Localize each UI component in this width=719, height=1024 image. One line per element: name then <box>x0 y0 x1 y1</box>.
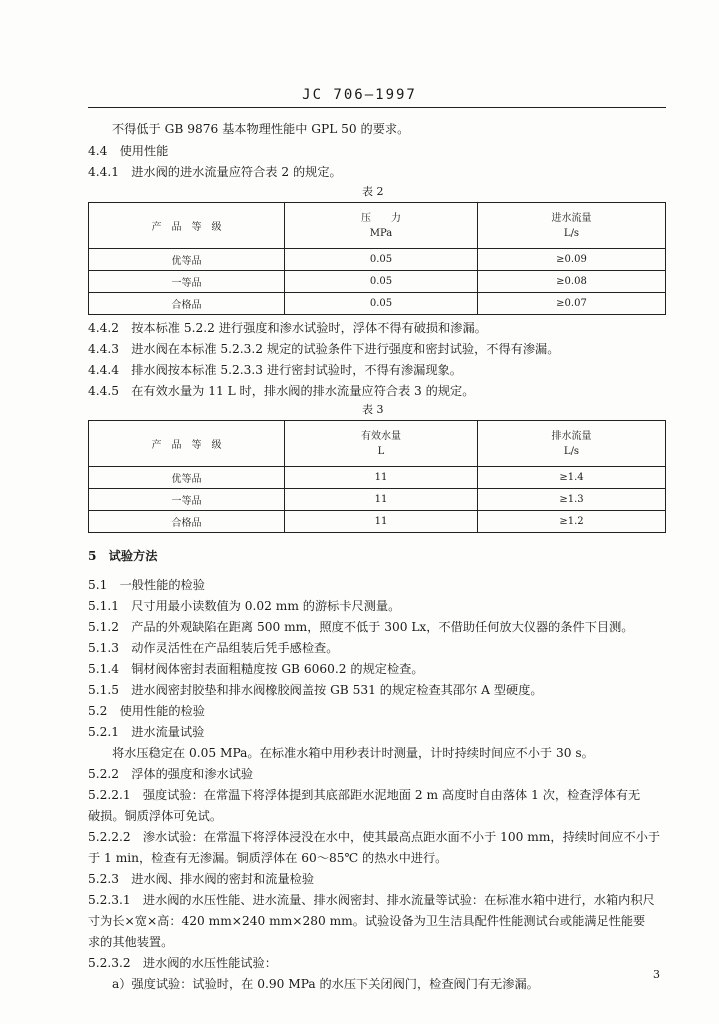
table3-header-volume-unit: L <box>377 445 385 457</box>
table3-header-volume-label: 有效水量 <box>361 430 401 442</box>
value-cell: 11 <box>285 489 478 511</box>
table3-caption: 表 3 <box>362 403 384 416</box>
clause-line: 5.2.2.2 渗水试验：在常温下将浮体浸没在水中，使其最高点距水面不小于 100 mm，持续时间应不小于 <box>88 830 661 844</box>
table2-header-pressure-unit: MPa <box>369 227 393 239</box>
table3-header-flow <box>478 421 666 467</box>
table2-header-grade: 产 品 等 级 <box>89 203 285 249</box>
clause-line: 5.2.3.2 进水阀的水压性能试验： <box>88 956 277 970</box>
table-row <box>89 249 666 271</box>
grade-cell: 优等品 <box>89 249 285 271</box>
clause-line: 4.4.4 排水阀按本标准 5.2.3.3 进行密封试验时，不得有渗漏现象。 <box>88 363 462 377</box>
grade-cell: 合格品 <box>89 511 285 533</box>
table-row <box>89 489 666 511</box>
table-row <box>89 293 666 315</box>
clause-line: 5.2.3 进水阀、排水阀的密封和流量检验 <box>88 872 315 886</box>
table2-header-flow <box>478 203 666 249</box>
paragraph-line: 于 1 min，检查有无渗漏。铜质浮体在 60～85℃ 的热水中进行。 <box>88 851 448 865</box>
grade-cell: 一等品 <box>89 271 285 293</box>
clause-line: 4.4.1 进水阀的进水流量应符合表 2 的规定。 <box>88 165 342 179</box>
paragraph-line: 破损。铜质浮体可免试。 <box>88 809 223 823</box>
clause-line: 5.1.1 尺寸用最小读数值为 0.02 mm 的游标卡尺测量。 <box>88 599 401 613</box>
standard-header: JC 706—1997 <box>302 87 417 103</box>
value-cell: 0.05 <box>285 271 478 293</box>
clause-line: 5.2.2.1 强度试验：在常温下将浮体提到其底部距水泥地面 2 m 高度时自由落体 1 次，检查浮体有无 <box>88 788 641 802</box>
grade-cell: 合格品 <box>89 293 285 315</box>
flow-cell: ≥0.07 <box>478 293 666 315</box>
list-item: a）强度试验：试验时，在 0.90 MPa 的水压下关闭阀门，检查阀门有无渗漏。 <box>112 977 539 991</box>
flow-cell: ≥0.08 <box>478 271 666 293</box>
clause-line: 5.1.5 进水阀密封胶垫和排水阀橡胶阀盖按 GB 531 的规定检查其邵尔 A 型硬度。 <box>88 683 543 697</box>
clause-line: 5.2.2 浮体的强度和渗水试验 <box>88 767 254 781</box>
table-row <box>89 467 666 489</box>
section-heading: 5.1 一般性能的检验 <box>88 578 205 592</box>
clause-line: 5.2.3.1 进水阀的水压性能、进水流量、排水阀密封、排水流量等试验：在标准水箱中进行，水箱内积尺 <box>88 893 655 907</box>
clause-line: 5.1.3 动作灵活性在产品组装后凭手感检查。 <box>88 641 339 655</box>
section-heading: 5 试验方法 <box>88 549 158 563</box>
value-cell: 0.05 <box>285 249 478 271</box>
table2-header-flow-label: 进水流量 <box>551 212 592 224</box>
paragraph-line: 不得低于 GB 9876 基本物理性能中 GPL 50 的要求。 <box>112 122 410 136</box>
table-2 <box>88 202 666 315</box>
clause-line: 5.2.1 进水流量试验 <box>88 725 205 739</box>
value-cell: 11 <box>285 467 478 489</box>
flow-cell: ≥1.3 <box>478 489 666 511</box>
value-cell: 11 <box>285 511 478 533</box>
table3-header-volume <box>285 421 478 467</box>
table-row <box>89 271 666 293</box>
value-cell: 0.05 <box>285 293 478 315</box>
flow-cell: ≥0.09 <box>478 249 666 271</box>
grade-cell: 优等品 <box>89 467 285 489</box>
flow-cell: ≥1.4 <box>478 467 666 489</box>
table-row <box>89 511 666 533</box>
table3-header-flow-unit: L/s <box>563 445 580 457</box>
table2-header-pressure-label: 压 力 <box>361 212 401 224</box>
paragraph-line: 寸为长×宽×高：420 mm×240 mm×280 mm。试验设备为卫生洁具配件性能测试台或能满足性能要 <box>88 914 646 928</box>
grade-cell: 一等品 <box>89 489 285 511</box>
paragraph-line: 求的其他装置。 <box>88 935 174 949</box>
clause-line: 5.1.2 产品的外观缺陷在距离 500 mm，照度不低于 300 Lx，不借助任何放大仪器的条件下目测。 <box>88 620 634 634</box>
flow-cell: ≥1.2 <box>478 511 666 533</box>
table3-header-flow-label: 排水流量 <box>551 430 592 442</box>
table2-header-flow-unit: L/s <box>563 227 580 239</box>
header-rule <box>88 107 666 108</box>
clause-line: 5.1.4 铜材阀体密封表面粗糙度按 GB 6060.2 的规定检查。 <box>88 662 424 676</box>
page-number: 3 <box>653 968 660 981</box>
table-3 <box>88 420 666 533</box>
table3-header-grade: 产 品 等 级 <box>89 421 285 467</box>
clause-line: 4.4.2 按本标准 5.2.2 进行强度和渗水试验时，浮体不得有破损和渗漏。 <box>88 321 487 335</box>
paragraph-line: 将水压稳定在 0.05 MPa。在标准水箱中用秒表计时测量，计时持续时间应不小于 30 s。 <box>112 746 594 760</box>
clause-line: 4.4.5 在有效水量为 11 L 时，排水阀的排水流量应符合表 3 的规定。 <box>88 384 475 398</box>
table2-caption: 表 2 <box>362 185 384 198</box>
section-heading: 5.2 使用性能的检验 <box>88 704 205 718</box>
clause-line: 4.4.3 进水阀在本标准 5.2.3.2 规定的试验条件下进行强度和密封试验，不得有渗漏。 <box>88 342 560 356</box>
table2-header-pressure <box>285 203 478 249</box>
section-heading: 4.4 使用性能 <box>88 144 169 158</box>
